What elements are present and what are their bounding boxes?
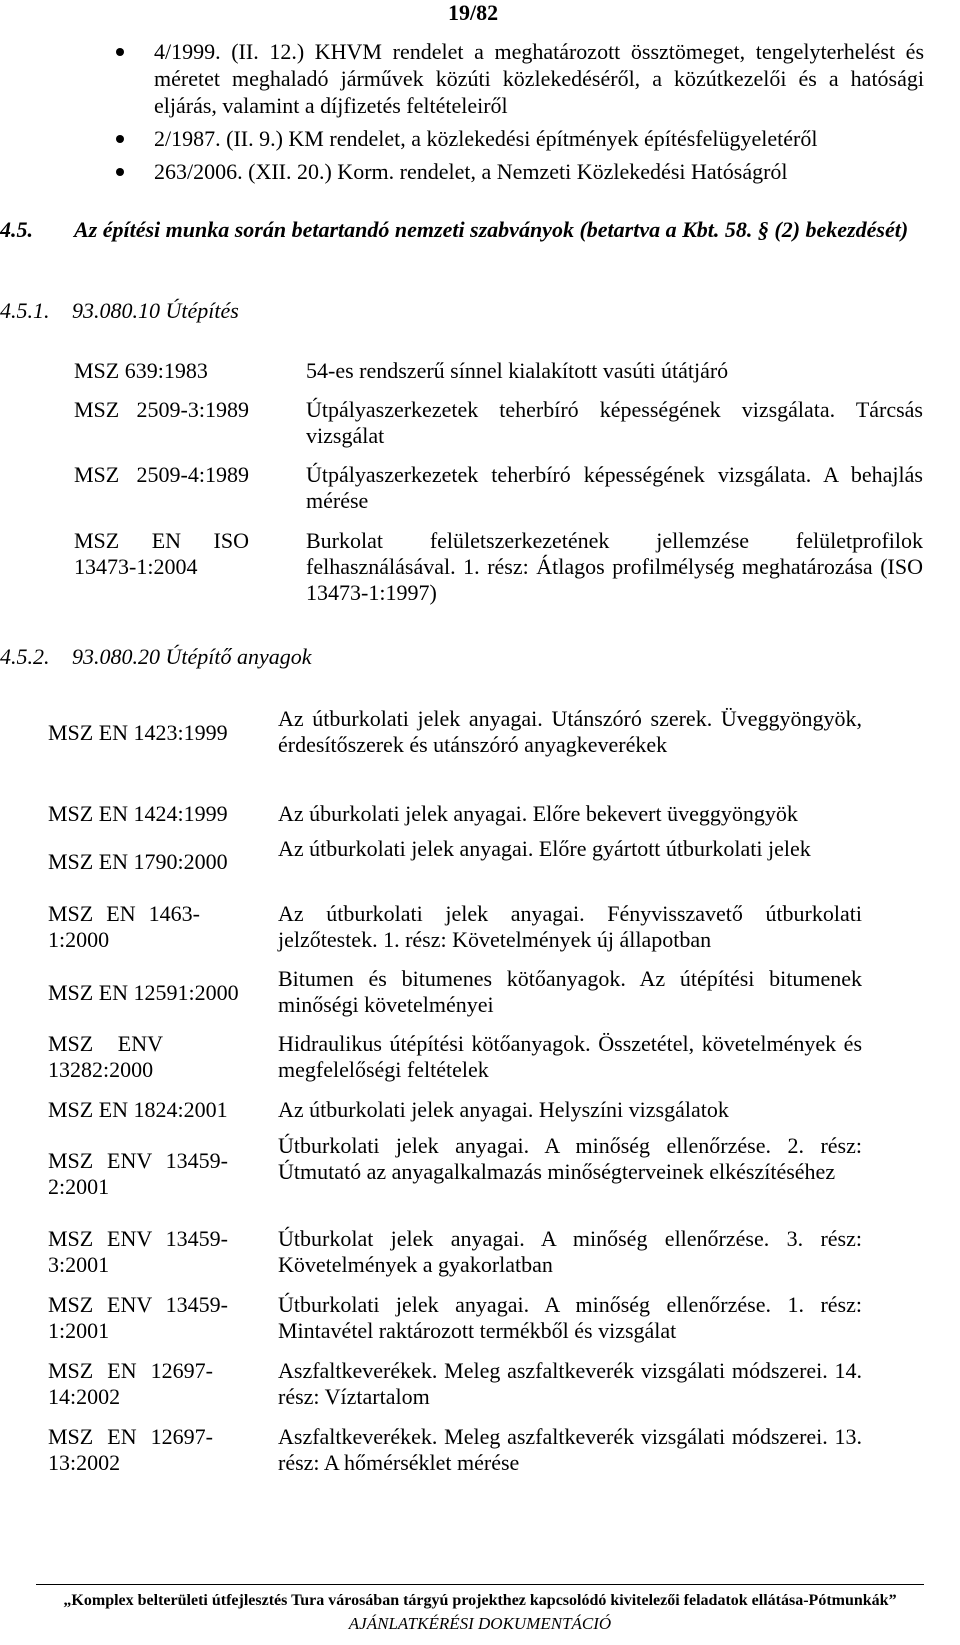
standard-code: MSZ ENV 13459-3:2001 — [48, 1226, 228, 1277]
standard-code: MSZ EN 12697-14:2002 — [48, 1358, 213, 1409]
list-item-text: 2/1987. (II. 9.) KM rendelet, a közlekedési építmények építésfelügyeletéről — [154, 126, 818, 151]
standard-description: Az úburkolati jelek anyagai. Előre bekevert üveggyöngyök — [278, 801, 798, 826]
standard-code: MSZ EN 1824:2001 — [48, 1097, 228, 1122]
standard-code: MSZ EN ISO 13473-1:2004 — [74, 528, 249, 579]
standard-description: Útpályaszerkezetek teherbíró képességének vizsgálata. A behajlás mérése — [306, 462, 923, 513]
subsection-title: 93.080.10 Útépítés — [72, 298, 239, 323]
list-item-text: 263/2006. (XII. 20.) Korm. rendelet, a Nemzeti Közlekedési Hatóságról — [154, 159, 788, 184]
standard-description: Aszfaltkeverékek. Meleg aszfaltkeverék vizsgálati módszerei. 13. rész: A hőmérséklet mérése — [278, 1424, 862, 1475]
standard-description: Útburkolati jelek anyagai. A minőség ellenőrzése. 2. rész: Útmutató az anyagalkalmazás minőségterveinek elkészítéséhez — [278, 1133, 862, 1184]
bullet-icon — [116, 135, 124, 143]
standard-code: MSZ EN 1790:2000 — [48, 849, 228, 874]
page-number: 19/82 — [448, 0, 499, 25]
standard-description: Bitumen és bitumenes kötőanyagok. Az útépítési bitumenek minőségi követelményei — [278, 966, 862, 1017]
standard-code: MSZ ENV 13282:2000 — [48, 1031, 163, 1082]
subsection-number: 4.5.1. — [0, 298, 50, 323]
section-number: 4.5. — [0, 217, 33, 242]
list-item — [116, 158, 924, 185]
standard-code: MSZ EN 1424:1999 — [48, 801, 228, 826]
regulation-list — [116, 38, 924, 191]
standard-code: MSZ EN 12697-13:2002 — [48, 1424, 213, 1475]
bullet-icon — [116, 168, 124, 176]
standard-description: 54-es rendszerű sínnel kialakított vasúti útátjáró — [306, 358, 729, 383]
standard-description: Útpályaszerkezetek teherbíró képességének vizsgálata. Tárcsás vizsgálat — [306, 397, 923, 448]
footer-project-title: „Komplex belterületi útfejlesztés Tura városában tárgyú projekthez kapcsolódó kivitelezői feladatok ellátása-Pótmunkák” — [63, 1592, 897, 1609]
standard-code: MSZ 2509-4:1989 — [74, 462, 249, 487]
bullet-icon — [116, 48, 124, 56]
section-title: Az építési munka során betartandó nemzeti szabványok (betartva a Kbt. 58. § (2) bekezdését) — [74, 217, 909, 242]
standard-description: Aszfaltkeverékek. Meleg aszfaltkeverék vizsgálati módszerei. 14. rész: Víztartalom — [278, 1358, 862, 1409]
standard-description: Az útburkolati jelek anyagai. Fényvisszavető útburkolati jelzőtestek. 1. rész: Követelmények új állapotban — [278, 901, 862, 952]
subsection-title: 93.080.20 Útépítő anyagok — [72, 644, 312, 669]
standard-code: MSZ 639:1983 — [74, 358, 208, 383]
standard-description: Útburkolati jelek anyagai. A minőség ellenőrzése. 1. rész: Mintavétel raktározott termékből és vizsgálat — [278, 1292, 862, 1343]
standard-description: Az útburkolati jelek anyagai. Helyszíni vizsgálatok — [278, 1097, 729, 1122]
standard-description: Az útburkolati jelek anyagai. Előre gyártott útburkolati jelek — [278, 836, 811, 861]
standard-code: MSZ EN 1423:1999 — [48, 720, 228, 745]
list-item-text: 4/1999. (II. 12.) KHVM rendelet a meghatározott össztömeget, tengelyterhelést és méretet meghaladó járművek közúti közlekedéséről, a közútkezelői és a hatósági eljárás, valamint a díjfizetés feltételeiről — [154, 39, 924, 118]
list-item — [116, 125, 924, 152]
standard-code: MSZ ENV 13459-1:2001 — [48, 1292, 228, 1343]
standard-description: Burkolat felületszerkezetének jellemzése felületprofilok felhasználásával. 1. rész: Átlagos profilmélység meghatározása (ISO 13473-1:1997) — [306, 528, 923, 605]
standard-code: MSZ ENV 13459-2:2001 — [48, 1148, 228, 1199]
standard-code: MSZ 2509-3:1989 — [74, 397, 249, 422]
standard-code: MSZ EN 1463-1:2000 — [48, 901, 200, 952]
standard-description: Útburkolat jelek anyagai. A minőség ellenőrzése. 3. rész: Követelmények a gyakorlatban — [278, 1226, 862, 1277]
standard-code: MSZ EN 12591:2000 — [48, 980, 239, 1005]
standard-description: Hidraulikus útépítési kötőanyagok. Összetétel, követelmények és megfelelőségi feltételek — [278, 1031, 862, 1082]
subsection-number: 4.5.2. — [0, 644, 50, 669]
list-item — [116, 38, 924, 119]
footer-document-title: AJÁNLATKÉRÉSI DOKUMENTÁCIÓ — [348, 1614, 612, 1633]
standard-description: Az útburkolati jelek anyagai. Utánszóró szerek. Üveggyöngyök, érdesítőszerek és utánszóró anyagkeverékek — [278, 706, 862, 757]
footer-divider — [36, 1584, 924, 1585]
